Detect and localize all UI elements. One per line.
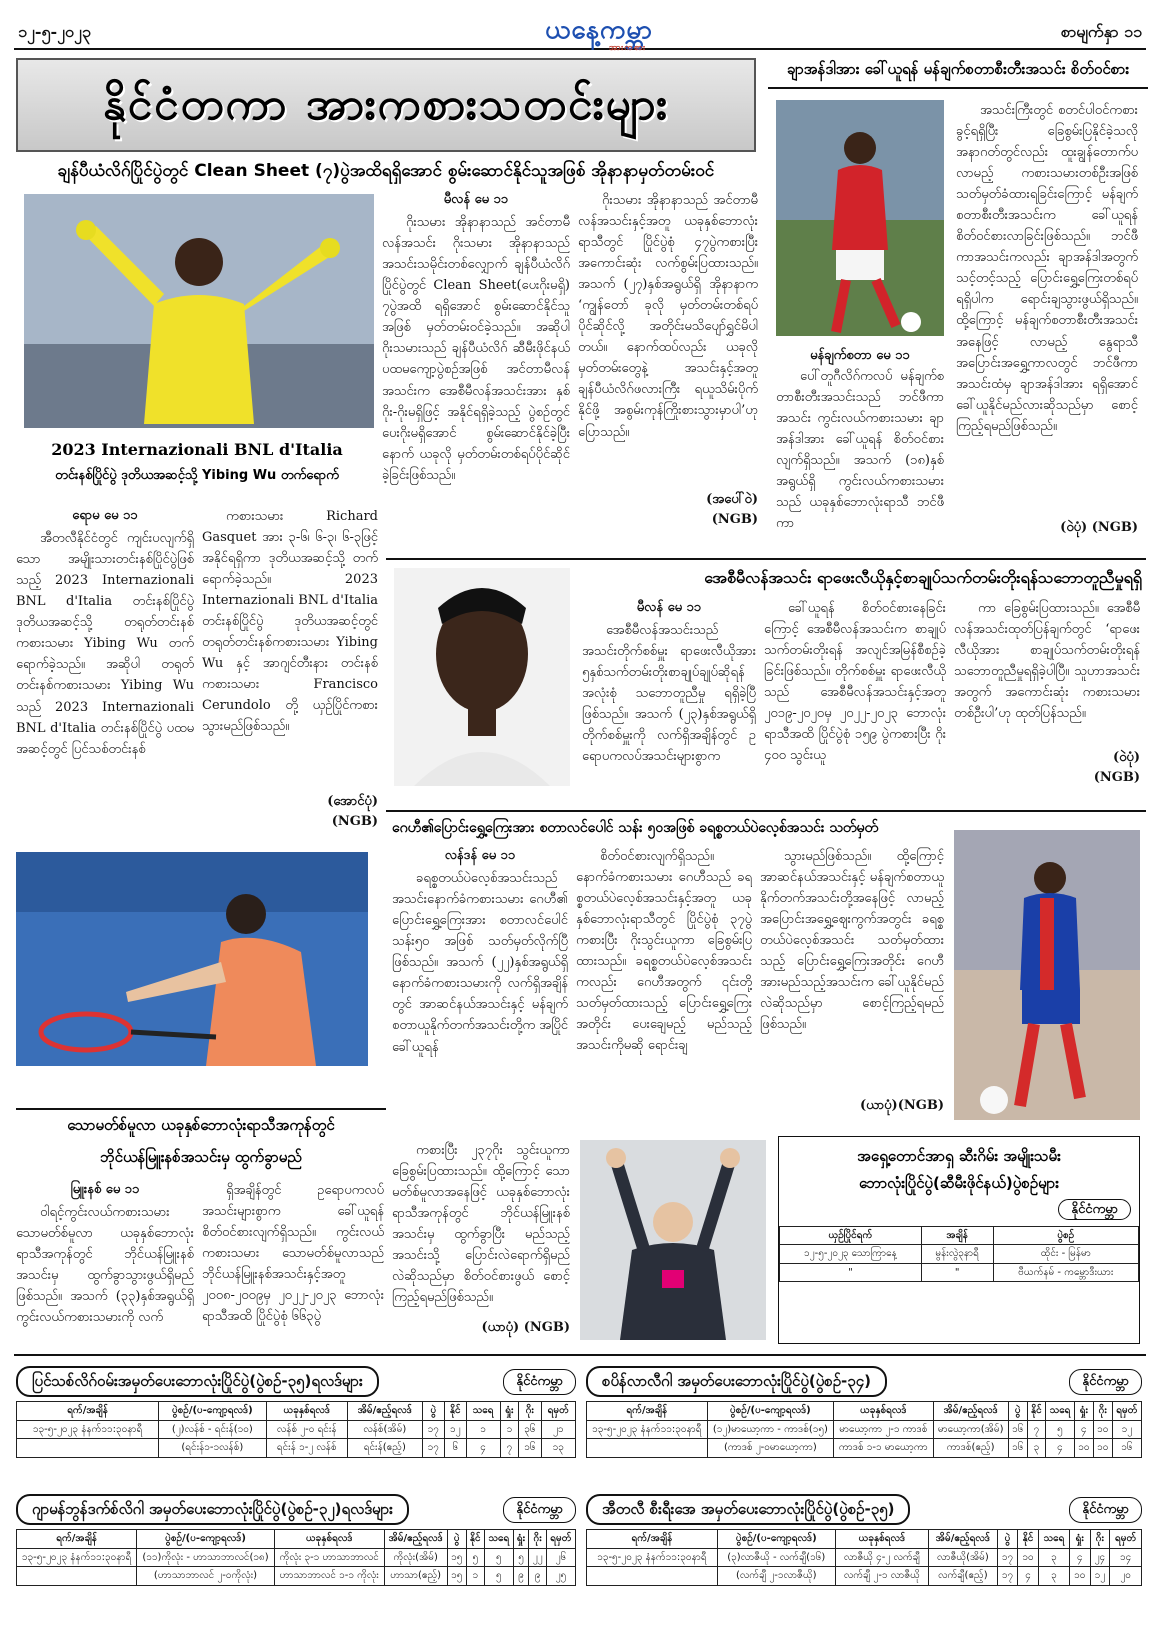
chelsea-body-1: ပေါ်တူဂီလိဂ်ကလပ် မန်ချက်စတာစီးတီးအသင်းသည် ဘင်ဖီကာအသင်း ကွင်းလယ်ကစားသမား ချာအန်ဒါအား ခေါ်ယူရန် စိတ်ဝင်စားလျက်ရှိသည်။ အသက် (၁၈)နှစ်အရွယ်ရှိ ကွင်းလယ်ကစားသမားသည် ယခုနှစ်ဘောလုံးရာသီ ဘင်ဖီကာ bbox=[776, 369, 944, 532]
spain-results-table bbox=[586, 1401, 1142, 1458]
muller-body-3: ကစားပြီး ၂၃၇ဂိုး သွင်းယူကာ ခြေစွမ်းပြထားသည်။ ထို့ကြောင့် သောမတ်စ်မူလာအနေဖြင့် ယခုနှစ်ဘောလုံးရာသီအကုန်တွင် ဘိုင်ယန်မြူးနစ်အသင်းမှ ထွက်ခွာပြီး မည်သည့်အသင်းသို့ ပြောင်းလဲရောက်ရှိမည်လဲဆိုသည်မှာ စိတ်ဝင်စားဖွယ် စောင့်ကြည့်ရမည်ဖြစ်သည်။ bbox=[392, 1143, 570, 1306]
table-header-cell: သရေ bbox=[484, 1530, 513, 1549]
table-cell: ၁၃-၅-၂၀၂၃ နံနက်၁၁:၃၀နာရီ bbox=[17, 1420, 159, 1439]
table-cell: ၁၅ bbox=[447, 1567, 466, 1586]
table-header-row bbox=[17, 1530, 576, 1549]
chelsea-source: (ဝဲပုံ) (NGB) bbox=[1060, 520, 1138, 535]
page-number: စာမျက်နှာ ၁၁ bbox=[1060, 22, 1142, 41]
onana-source: (NGB) bbox=[711, 512, 758, 528]
guehi-body-2: စိတ်ဝင်စားလျက်ရှိသည်။ နောက်ခံကစားသမား ဂေဟီသည် ခရစ္စတယ်ပဲလေ့စ်အသင်းနှင့်အတူ ယခုနှစ်ဘောလုံးရာသီတွင် ပြိုင်ပွဲစုံ ၃၇ပွဲကစားပြီး ဂိုးသွင်းယူကာ ခြေစွမ်းပြထားသည်။ ခရစ္စတယ်ပဲလေ့စ်အသင်းကလည်း ဂေဟီအတွက် ၎င်းတို့သတ်မှတ်ထားသည့် ပြောင်းရွှေ့ကြေးအတိုင်း ပေးချေမည့် မည်သည့်အသင်းကိုမဆို ရောင်းချ bbox=[576, 849, 752, 1054]
chelsea-body-2: အသင်းကြီးတွင် စတင်ပါဝင်ကစားခွင့်ရရှိပြီး ခြေစွမ်းပြနိုင်ခဲ့သလို အနာဂတ်တွင်လည်း ထူးချွန်တောက်ပလာမည့် ကစားသမားတစ်ဦးအဖြစ် သတ်မှတ်ခံထားရခြင်းကြောင့် မန်ချက်စတာစီးတီးအသင်းက ခေါ်ယူရန် စိတ်ဝင်စားလာခြင်းဖြစ်သည်။ ဘင်ဖီကာအသင်းကလည်း ချာအန်ဒါအတွက် သင့်တင့်သည့် ပြောင်းရွှေ့ကြေးတစ်ရပ် ရရှိပါက ရောင်းချသွားဖွယ်ရှိသည်။ ထို့ကြောင့် မန်ချက်စတာစီးတီးအသင်းအနေဖြင့် လာမည့် နွေရာသီအပြောင်းအရွှေ့ကာလတွင် ဘင်ဖီကာအသင်းထံမှ ချာအန်ဒါအား ရရှိအောင် ခေါ်ယူနိုင်မည်လားဆိုသည်မှာ စောင့်ကြည့်ရမည်ဖြစ်သည်။ bbox=[956, 103, 1138, 434]
muller-headline-1: သောမတ်စ်မူလာ ယခုနှစ်ဘောလုံးရာသီအကုန်တွင် bbox=[67, 1116, 335, 1134]
table-header-cell: ဂိုး bbox=[519, 1402, 541, 1421]
table-header-cell: နိုင် bbox=[1018, 1530, 1039, 1549]
table-header-cell: ရမှတ် bbox=[546, 1530, 575, 1549]
italy-table-badge: နိုင်ငံကမ္ဘာ bbox=[1069, 1497, 1142, 1523]
table-header-cell: နိုင် bbox=[466, 1530, 484, 1549]
table-cell: ရင်းန်(ဧည့်) bbox=[347, 1439, 422, 1458]
league-table-france bbox=[16, 1366, 576, 1458]
table-cell: ၃ bbox=[1027, 1439, 1045, 1458]
leao-byline: (ဝဲပုံ) bbox=[1112, 750, 1140, 765]
table-cell: ၁ bbox=[466, 1420, 500, 1439]
tables-rule bbox=[14, 1354, 1146, 1356]
league-table-germany bbox=[16, 1494, 576, 1586]
seagames-title-1: အရှေ့တောင်အာရှ ဆီးဂိမ်း အမျိုးသမီး bbox=[857, 1147, 1061, 1165]
table-row: " " ဗီယက်နမ် - ကမ္ဘောဒီးယား bbox=[780, 1263, 1139, 1282]
table-cell: ၂၁ bbox=[541, 1420, 576, 1439]
table-cell: မာယော့ကာ(အိမ်) bbox=[933, 1420, 1008, 1439]
player-portrait-image bbox=[394, 568, 570, 786]
leao-body-1: အေစီမီလန်အသင်းသည် အသင်းတိုက်စစ်မှူး ရာဖေးလီယိုအား ၅နှစ်သက်တမ်းတိုးစာချုပ်ချုပ်ဆိုရန် အလုံးစုံ သဘောတူညီမှု ရရှိခဲ့ပြီဖြစ်သည်။ အသက် (၂၃)နှစ်အရွယ်ရှိ တိုက်စစ်မှူးကို လက်ရှိအချိန်တွင် ဥရောပကလပ်အသင်းများစွာက bbox=[582, 623, 756, 765]
table-cell: ကိုလုံး(အိမ်) bbox=[384, 1548, 447, 1567]
tennis-player-image bbox=[16, 852, 368, 1066]
guehi-headline: ဂေဟီ၏ပြောင်းရွှေ့ကြေးအား စတာလင်ပေါင် သန်း ၅၀အဖြစ် ခရစ္စတယ်ပဲလေ့စ်အသင်း သတ်မှတ် bbox=[392, 820, 879, 836]
table-row bbox=[17, 1420, 576, 1439]
germany-results-table bbox=[16, 1529, 576, 1586]
table-header-cell: ယခုနှစ်ရလဒ် bbox=[834, 1402, 933, 1421]
table-header-cell: ဂိုး bbox=[529, 1530, 546, 1549]
chelsea-photo bbox=[776, 100, 944, 336]
table-cell: ၃ bbox=[1038, 1567, 1069, 1586]
table-cell: ၄ bbox=[466, 1439, 500, 1458]
muller-body-1: ဝါရင့်ကွင်းလယ်ကစားသမား သောမတ်စ်မူလာ ယခုနှစ်ဘောလုံးရာသီအကုန်တွင် ဘိုင်ယန်မြူးနစ်အသင်းမှ ထွက်ခွာသွားဖွယ်ရှိမည်ဖြစ်သည်။ အသက် (၃၃)နှစ်အရွယ်ရှိ ကွင်းလယ်ကစားသမားကို လက် bbox=[16, 1205, 194, 1326]
table-cell: ၁၇ bbox=[422, 1439, 444, 1458]
table-cell: ၁၃-၅-၂၀၂၃ နံနက်၁၁:၃၀နာရီ bbox=[587, 1548, 718, 1567]
onana-body-1: ဂိုးသမား အိုနာနာသည် အင်တာမီလန်အသင်း ဂိုးသမား အိုနာနာသည် အသင်းသမိုင်းတစ်လျှောက် ချန်ပီယံလိဂ်ပြိုင်ပွဲတွင် Clean Sheet(ပေးဂိုးမရှိ) ၇ပွဲအထိ ရရှိအောင် စွမ်းဆောင်နိုင်သူအဖြစ် မှတ်တမ်းဝင်ခဲ့သည်။ အဆိုပါဂိုးသမားသည် ချန်ပီယံလိဂ် ဆီမီးဖိုင်နယ် ပထမကျော့ပွဲစဉ်အဖြစ် အင်တာမီလန်အသင်းက အေစီမီလန်အသင်းအား နှစ်ဂိုး-ဂိုးမရှိဖြင့် အနိုင်ရရှိခဲ့သည့် ပွဲစဉ်တွင် ပေးဂိုးမရှိအောင် စွမ်းဆောင်နိုင်ခဲ့ပြီးနောက် ယခုလို မှတ်တမ်းတစ်ရပ်ပိုင်ဆိုင်ခဲ့ခြင်းဖြစ်သည်။ bbox=[382, 215, 570, 483]
table-row: ၁၂-၅-၂၀၂၃ သောကြာနေ့ မွန်းလွဲ၃နာရီ ထိုင်း - မြန်မာ bbox=[780, 1245, 1139, 1264]
table-cell: မာယော့ကာ ၂-၁ ကာဒစ် bbox=[834, 1420, 933, 1439]
onana-dateline: မီလန် မေ ၁၁ bbox=[443, 192, 509, 207]
table-header-cell: သရေ bbox=[1046, 1402, 1075, 1421]
table-cell: ၁၂ bbox=[1090, 1567, 1110, 1586]
guehi-rule bbox=[386, 810, 1146, 812]
wu-col2 bbox=[202, 506, 378, 832]
table-header-cell: ပွဲ bbox=[447, 1530, 466, 1549]
wu-body-2: ကစားသမား Richard Gasquet အား ၃-၆၊ ၆-၃၊ ၆-၃ဖြင့် အနိုင်ရရှိကာ ဒုတိယအဆင့်သို့ တက်ရောက်ခဲ့သည်။ 2023 Internazionali BNL d'Italia တင်းနစ်ပြိုင်ပွဲ ဒုတိယအဆင့်တွင် တရုတ်တင်းနစ်ကစားသမား Yibing Wu နှင့် အာဂျင်တီးနား တင်းနစ်ကစားသမား Francisco Cerundolo တို့ ယှဉ်ပြိုင်ကစားသွားမည်ဖြစ်သည်။ bbox=[202, 509, 378, 735]
italy-table-title: အီတလီ စီးရီးအေ အမှတ်ပေးဘောလုံးပြိုင်ပွဲ(ပွဲစဉ်-၃၅) bbox=[586, 1494, 910, 1525]
leao-photo bbox=[394, 568, 570, 786]
wu-headline-2: တင်းနစ်ပြိုင်ပွဲ ဒုတိယအဆင့်သို့ Yibing Wu တက်ရောက် bbox=[55, 468, 339, 483]
table-cell: ၅ bbox=[484, 1567, 513, 1586]
muller-col2 bbox=[202, 1180, 384, 1342]
newspaper-logo: ယနေ့ကမ္ဘာ အားကစား bbox=[545, 15, 653, 54]
table-cell: ၅ bbox=[466, 1548, 484, 1567]
guehi-body-1: ခရစ္စတယ်ပဲလေ့စ်အသင်းသည် အသင်းနောက်ခံကစားသမား ဂေဟီ၏ ပြောင်းရွှေ့ကြေးအား စတာလင်ပေါင် သန်း၅၀ အဖြစ် သတ်မှတ်လိုက်ပြီဖြစ်သည်။ အသက် (၂၂)နှစ်အရွယ်ရှိ နောက်ခံကစားသမားကို လက်ရှိအချိန်တွင် အာဆင်နယ်အသင်းနှင့် မန်ချက်စတာယူနိုက်တက်အသင်းတို့က အပြိုင်ခေါ်ယူရန် bbox=[392, 871, 568, 1055]
table-cell: (ဟာသာဘာလင် ၂-၀ကိုလုံး) bbox=[137, 1567, 275, 1586]
leao-col2 bbox=[764, 598, 946, 796]
table-cell bbox=[587, 1567, 718, 1586]
wu-dateline: ရောမ မေ ၁၁ bbox=[72, 508, 138, 523]
wu-body-1: အီတလီနိုင်ငံတွင် ကျင်းပလျက်ရှိသော အမျိုးသားတင်းနစ်ပြိုင်ပွဲဖြစ်သည့် 2023 Internazionali BNL d'Italia တင်းနစ်ပြိုင်ပွဲ ဒုတိယအဆင့်သို့ တရုတ်တင်းနစ်ကစားသမား Yibing Wu တက်ရောက်ခဲ့သည်။ အဆိုပါ တရုတ်တင်းနစ်ကစားသမား Yibing Wu သည် 2023 Internazionali BNL d'Italia တင်းနစ်ပြိုင်ပွဲ ပထမအဆင့်တွင် ပြင်သစ်တင်းနစ် bbox=[16, 531, 194, 757]
issue-date: ၁၂-၅-၂၀၂၃ bbox=[18, 22, 91, 41]
table-header-cell: အိမ်/ဧည့်ရလဒ် bbox=[933, 1402, 1008, 1421]
table-cell: ဟာသာ(ဧည့်) bbox=[384, 1567, 447, 1586]
table-cell: (၂)လန်စ် - ရင်းန်(၁၀) bbox=[159, 1420, 266, 1439]
leao-body-2: ခေါ်ယူရန် စိတ်ဝင်စားနေခြင်းကြောင့် အေစီမီလန်အသင်းက စာချုပ်သက်တမ်းတိုးရန် အလျင်အမြန်စီစဉ်ခဲ့ခြင်းဖြစ်သည်။ တိုက်စစ်မှူး ရာဖေးလီယိုသည် အေစီမီလန်အသင်းနှင့်အတူ ၂၀၁၉-၂၀၂၀မှ ၂၀၂၂-၂၀၂၃ ဘောလုံးရာသီအထိ ပြိုင်ပွဲစုံ ၁၅၉ ပွဲကစားပြီး ဂိုး ၄၀ဝ သွင်းယူ bbox=[764, 601, 946, 764]
table-header-row bbox=[587, 1402, 1142, 1421]
table-cell bbox=[587, 1439, 708, 1458]
table-header-cell: ယခုနှစ်ရလဒ် bbox=[266, 1402, 347, 1421]
onana-col1 bbox=[382, 190, 570, 532]
table-cell: လက်ချီ ၂-၁ လာဇီယို bbox=[835, 1567, 928, 1586]
guehi-body-3: သွားမည်ဖြစ်သည်။ ထို့ကြောင့် အာဆင်နယ်အသင်းနှင့် မန်ချက်စတာယူနိုက်တက်အသင်းတို့အနေဖြင့် လာမည့်အပြောင်းအရွှေ့ဈေးကွက်အတွင်း ခရစ္စတယ်ပဲလေ့စ်အသင်း သတ်မှတ်ထားသည့် ပြောင်းရွှေ့ကြေးအတိုင်း ဂေဟီအားမည်သည့်အသင်းက ခေါ်ယူနိုင်မည်လဲဆိုသည်မှာ စောင့်ကြည့်ရမည်ဖြစ်သည်။ bbox=[760, 849, 944, 1033]
table-cell: ၁၀ bbox=[1074, 1439, 1093, 1458]
seagames-badge: နိုင်ငံကမ္ဘာ bbox=[1058, 1199, 1131, 1220]
muller-body-2: ရှိအချိန်တွင် ဥရောပကလပ်အသင်းများစွာက ခေါ်ယူရန် စိတ်ဝင်စားလျက်ရှိသည်။ ကွင်းလယ်ကစားသမား သောမတ်စ်မူလာသည် ဘိုင်ယန်မြူးနစ်အသင်းနှင့်အတူ ၂၀၀၈-၂၀၀၉မှ ၂၀၂၂-၂၀၂၃ ဘောလုံးရာသီအထိ ပြိုင်ပွဲစုံ ၆၆၃ပွဲ bbox=[202, 1183, 384, 1325]
guehi-photo bbox=[954, 830, 1140, 1120]
table-header-cell: ပွဲ bbox=[997, 1530, 1018, 1549]
seagames-header-date: ယှဉ်ပြိုင်ရက် bbox=[780, 1226, 922, 1245]
table-header-cell: ရက်/အချိန် bbox=[17, 1402, 159, 1421]
table-cell: ၁၅ bbox=[447, 1548, 466, 1567]
muller-source: (ယာပုံ) (NGB) bbox=[481, 1320, 570, 1335]
table-cell: လာဇီယို(အိမ်) bbox=[929, 1548, 998, 1567]
table-cell: (၁၁)ကိုလုံး - ဟာသာဘာလင်(၁၈) bbox=[137, 1548, 275, 1567]
leao-source: (NGB) bbox=[1093, 770, 1140, 786]
chelsea-dateline: မန်ချက်စတာ မေ ၁၁ bbox=[810, 348, 910, 363]
table-cell: ၁၃ bbox=[541, 1439, 576, 1458]
onana-headline: ချန်ပီယံလိဂ်ပြိုင်ပွဲတွင် Clean Sheet (၇)ပွဲအထိရရှိအောင် စွမ်းဆောင်နိုင်သူအဖြစ် အိုနာနာမှတ်တမ်းဝင် bbox=[57, 161, 715, 181]
table-cell: ၁၃-၅-၂၀၂၃ နံနက်၁၁:၃၀နာရီ bbox=[587, 1420, 708, 1439]
germany-table-badge: နိုင်ငံကမ္ဘာ bbox=[503, 1497, 576, 1523]
table-cell: ၄ bbox=[1070, 1548, 1091, 1567]
table-cell: ၁၆ bbox=[1008, 1420, 1027, 1439]
table-header-cell: နိုင် bbox=[1027, 1402, 1045, 1421]
table-header-cell: ဂိုး bbox=[1093, 1402, 1112, 1421]
table-header-row bbox=[17, 1402, 576, 1421]
table-header-cell: ပွဲစဉ်/(ပ-ကျော့ရလဒ်) bbox=[137, 1530, 275, 1549]
table-cell: ၁၀ bbox=[1070, 1567, 1091, 1586]
germany-table-title: ဂျာမန်ဘွန်ဒက်စ်လိဂါ အမှတ်ပေးဘောလုံးပြိုင်ပွဲ(ပွဲစဉ်-၃၂)ရလဒ်များ bbox=[16, 1494, 409, 1525]
table-header-cell: ရမှတ် bbox=[1110, 1530, 1142, 1549]
table-cell: ၁၆ bbox=[1112, 1439, 1141, 1458]
table-cell: ၁ bbox=[500, 1420, 519, 1439]
table-row bbox=[587, 1420, 1142, 1439]
guehi-col1 bbox=[392, 846, 568, 1120]
table-cell: ၃၆ bbox=[519, 1420, 541, 1439]
table-cell: ၁၆ bbox=[519, 1439, 541, 1458]
table-header-cell: ရက်/အချိန် bbox=[587, 1402, 708, 1421]
italy-results-table bbox=[586, 1529, 1142, 1586]
table-header-row bbox=[587, 1530, 1142, 1549]
masthead-bar bbox=[14, 6, 1146, 54]
footballer-blue-red-kit-image bbox=[954, 830, 1140, 1120]
table-cell: ၅ bbox=[1046, 1420, 1075, 1439]
table-header-cell: ရှုံး bbox=[500, 1402, 519, 1421]
table-header-cell: ရှုံး bbox=[1070, 1530, 1091, 1549]
table-cell: ၁၇ bbox=[997, 1567, 1018, 1586]
table-header-cell: နိုင် bbox=[444, 1402, 466, 1421]
table-row bbox=[587, 1548, 1142, 1567]
table-cell: ၇ bbox=[500, 1439, 519, 1458]
wu-byline: (အောင်ပုံ) bbox=[327, 794, 378, 809]
table-cell: ၁၇ bbox=[997, 1548, 1018, 1567]
table-header-cell: အိမ်/ဧည့်ရလဒ် bbox=[929, 1530, 998, 1549]
cheering-player-image bbox=[580, 1140, 766, 1340]
chelsea-headline: ချာအန်ဒါအား ခေါ်ယူရန် မန်ချက်စတာစီးတီးအသင်း စိတ်ဝင်စား bbox=[768, 58, 1148, 89]
table-header-cell: ပွဲ bbox=[1008, 1402, 1027, 1421]
wu-photo bbox=[16, 852, 368, 1066]
table-header-cell: ရက်/အချိန် bbox=[17, 1530, 137, 1549]
guehi-source: (ယာပုံ)(NGB) bbox=[860, 1098, 944, 1113]
table-cell: ၁၀ bbox=[1018, 1548, 1039, 1567]
leao-headline: အေစီမီလန်အသင်း ရာဖေးလီယိုနှင့်စာချုပ်သက်တမ်းတိုးရန်သဘောတူညီမှုရရှိ bbox=[704, 568, 1142, 587]
table-cell: ၁၄ bbox=[1110, 1548, 1142, 1567]
table-cell: ၁၂ bbox=[1112, 1420, 1141, 1439]
onana-col2 bbox=[578, 190, 758, 530]
table-row bbox=[17, 1567, 576, 1586]
leao-dateline: မီလန် မေ ၁၁ bbox=[636, 600, 702, 615]
table-cell: (လက်ချီ ၂-၁လာဇီယို) bbox=[717, 1567, 835, 1586]
leao-rule bbox=[386, 558, 1146, 560]
table-header-cell: သရေ bbox=[466, 1402, 500, 1421]
table-row bbox=[17, 1439, 576, 1458]
guehi-col3 bbox=[760, 846, 944, 1116]
guehi-col2 bbox=[576, 846, 752, 1118]
table-row bbox=[587, 1439, 1142, 1458]
table-header-cell: အိမ်/ဧည့်ရလဒ် bbox=[384, 1530, 447, 1549]
onana-byline: (အပေါ်ဝဲ) bbox=[706, 492, 758, 507]
table-cell: ၇ bbox=[1027, 1420, 1045, 1439]
seagames-box bbox=[778, 1136, 1140, 1344]
table-cell: ၁၆ bbox=[1008, 1439, 1027, 1458]
league-table-italy bbox=[586, 1494, 1142, 1586]
goalkeeper-image bbox=[24, 194, 374, 428]
table-header-cell: ရမှတ် bbox=[1112, 1402, 1141, 1421]
table-cell: ဟာသာဘာလင် ၁-၁ ကိုလုံး bbox=[274, 1567, 384, 1586]
table-cell: ၁ bbox=[466, 1567, 484, 1586]
table-row bbox=[17, 1548, 576, 1567]
table-cell: ၅ bbox=[513, 1548, 529, 1567]
table-header-cell: ရှုံး bbox=[1074, 1402, 1093, 1421]
section-banner: နိုင်ငံတကာ အားကစားသတင်းများ bbox=[16, 58, 756, 152]
table-header-cell: သရေ bbox=[1038, 1530, 1069, 1549]
footballer-red-kit-image bbox=[776, 100, 944, 336]
seagames-header-match: ပွဲစဉ် bbox=[993, 1226, 1138, 1245]
table-cell: ၄ bbox=[1018, 1567, 1039, 1586]
leao-col1 bbox=[582, 598, 756, 798]
spain-table-badge: နိုင်ငံကမ္ဘာ bbox=[1069, 1369, 1142, 1395]
france-table-title: ပြင်သစ်လိဂ်ဝမ်းအမှတ်ပေးဘောလုံးပြိုင်ပွဲ(ပွဲစဉ်-၃၅)ရလဒ်များ bbox=[16, 1366, 379, 1397]
wu-headline-1: 2023 Internazionali BNL d'Italia bbox=[51, 440, 343, 459]
table-cell: ၅ bbox=[484, 1548, 513, 1567]
table-cell bbox=[17, 1439, 159, 1458]
onana-body-2: ဂိုးသမား အိုနာနာသည် အင်တာမီလန်အသင်းနှင့်အတူ ယခုနှစ်ဘောလုံးရာသီတွင် ပြိုင်ပွဲစုံ ၄၇ပွဲကစားပြီး အကောင်းဆုံး လက်စွမ်းပြထားသည်။ အသက် (၂၇)နှစ်အရွယ်ရှိ အိုနာနာက ‘ကျွန်တော် ခုလို မှတ်တမ်းတစ်ရပ်ပိုင်ဆိုင်လို့ အတိုင်းမသိပျော်ရွှင်မိပါတယ်။ နောက်ထပ်လည်း ယခုလို မှတ်တမ်းတွေနဲ့ အသင်းနှင့်အတူ ချန်ပီယံလိဂ်ဖလားကြီး ရယူသိမ်းပိုက်နိုင်ဖို့ အစွမ်းကုန်ကြိုးစားသွားမှာပါ’ဟု ပြောသည်။ bbox=[578, 193, 758, 440]
seagames-title-2: ဘောလုံးပြိုင်ပွဲ(ဆီမီးဖိုင်နယ်)ပွဲစဉ်များ bbox=[858, 1174, 1060, 1193]
table-cell: ၁၇ bbox=[422, 1420, 444, 1439]
table-cell: လန်စ်(အိမ်) bbox=[347, 1420, 422, 1439]
table-cell: ၁၀ bbox=[1093, 1420, 1112, 1439]
table-cell: ၁၀ bbox=[1093, 1439, 1112, 1458]
muller-headline-2: ဘိုင်ယန်မြူးနစ်အသင်းမှ ထွက်ခွာမည် bbox=[100, 1148, 302, 1166]
muller-col1 bbox=[16, 1180, 194, 1344]
table-header-cell: ရှုံး bbox=[513, 1530, 529, 1549]
muller-rule bbox=[16, 1108, 386, 1110]
table-header-cell: ပွဲ bbox=[422, 1402, 444, 1421]
table-cell: ၆ bbox=[444, 1439, 466, 1458]
table-header-cell: အိမ်/ဧည့်ရလဒ် bbox=[347, 1402, 422, 1421]
table-cell: ၃ bbox=[1038, 1548, 1069, 1567]
table-cell: (ရင်းန်၁-၁လန်စ်) bbox=[159, 1439, 266, 1458]
table-cell: ၂၂ bbox=[529, 1548, 546, 1567]
chelsea-col1 bbox=[776, 366, 944, 536]
table-cell: ၂၀ bbox=[1110, 1567, 1142, 1586]
table-cell: ၉ bbox=[529, 1567, 546, 1586]
table-cell: လက်ချီ(ဧည့်) bbox=[929, 1567, 998, 1586]
table-header-cell: ယခုနှစ်ရလဒ် bbox=[274, 1530, 384, 1549]
seagames-table bbox=[779, 1226, 1139, 1283]
wu-source: (NGB) bbox=[331, 814, 378, 830]
leao-col3 bbox=[954, 598, 1140, 788]
table-header-cell: ပွဲစဉ်/(ပ-ကျော့ရလဒ်) bbox=[707, 1402, 834, 1421]
table-cell: ရင်းန် ၁-၂ လန်စ် bbox=[266, 1439, 347, 1458]
table-cell: ၂၅ bbox=[546, 1567, 575, 1586]
muller-col3 bbox=[392, 1140, 570, 1338]
table-cell: လန်စ် ၂-၀ ရင်းန် bbox=[266, 1420, 347, 1439]
table-cell: ကာဒစ် ၁-၁ မာယော့ကာ bbox=[834, 1439, 933, 1458]
muller-dateline: မြူးနစ် မေ ၁၁ bbox=[70, 1182, 140, 1197]
table-cell: (၃)လာဇီယို - လက်ချီ(၁၆) bbox=[717, 1548, 835, 1567]
seagames-header-time: အချိန် bbox=[921, 1226, 993, 1245]
france-results-table bbox=[16, 1401, 576, 1458]
chelsea-col2 bbox=[956, 100, 1138, 538]
table-header-cell: ရမှတ် bbox=[541, 1402, 576, 1421]
table-row bbox=[587, 1567, 1142, 1586]
table-cell bbox=[17, 1567, 137, 1586]
table-cell: ၉ bbox=[513, 1567, 529, 1586]
table-cell: ၄ bbox=[1046, 1439, 1075, 1458]
wu-col1 bbox=[16, 506, 194, 830]
table-cell: ၂၆ bbox=[546, 1548, 575, 1567]
table-header-cell: ရက်/အချိန် bbox=[587, 1530, 718, 1549]
table-cell: ၁၃-၅-၂၀၂၃ နံနက်၁၁:၃၀နာရီ bbox=[17, 1548, 137, 1567]
table-cell: ၁၂ bbox=[444, 1420, 466, 1439]
table-cell: ၂၄ bbox=[1090, 1548, 1110, 1567]
guehi-dateline: လန်ဒန် မေ ၁၁ bbox=[444, 848, 516, 863]
table-header-cell: ပွဲစဉ်/(ပ-ကျော့ရလဒ်) bbox=[717, 1530, 835, 1549]
table-cell: (၁၂)မာယော့ကာ - ကာဒစ်(၁၅) bbox=[707, 1420, 834, 1439]
spain-table-title: စပိန်လာလီဂါ အမှတ်ပေးဘောလုံးပြိုင်ပွဲ(ပွဲစဉ်-၃၄) bbox=[586, 1366, 887, 1397]
onana-photo bbox=[24, 194, 374, 428]
leao-body-3: ကာ ခြေစွမ်းပြထားသည်။ အေစီမီလန်အသင်းထုတ်ပြန်ချက်တွင် ‘ရာဖေးလီယိုအား စာချုပ်သက်တမ်းတိုးရန် သဘောတူညီမှုရရှိခဲ့ပါပြီ။ သူဟာအသင်းအတွက် အကောင်းဆုံး ကစားသမားတစ်ဦးပါ’ဟု ထုတ်ပြန်သည်။ bbox=[954, 601, 1140, 722]
table-header-cell: ဂိုး bbox=[1090, 1530, 1110, 1549]
league-table-spain bbox=[586, 1366, 1142, 1458]
table-cell: (ကာဒစ် ၂-၀မာယော့ကာ) bbox=[707, 1439, 834, 1458]
muller-photo bbox=[580, 1140, 766, 1340]
table-header-cell: ပွဲစဉ်/(ပ-ကျော့ရလဒ်) bbox=[159, 1402, 266, 1421]
table-cell: ကိုလုံး ၃-၁ ဟာသာဘာလင် bbox=[274, 1548, 384, 1567]
france-table-badge: နိုင်ငံကမ္ဘာ bbox=[503, 1369, 576, 1395]
table-cell: ၄ bbox=[1074, 1420, 1093, 1439]
table-header-cell: ယခုနှစ်ရလဒ် bbox=[835, 1530, 928, 1549]
table-cell: ကာဒစ်(ဧည့်) bbox=[933, 1439, 1008, 1458]
table-cell: လာဇီယို ၄-၂ လက်ချီ bbox=[835, 1548, 928, 1567]
